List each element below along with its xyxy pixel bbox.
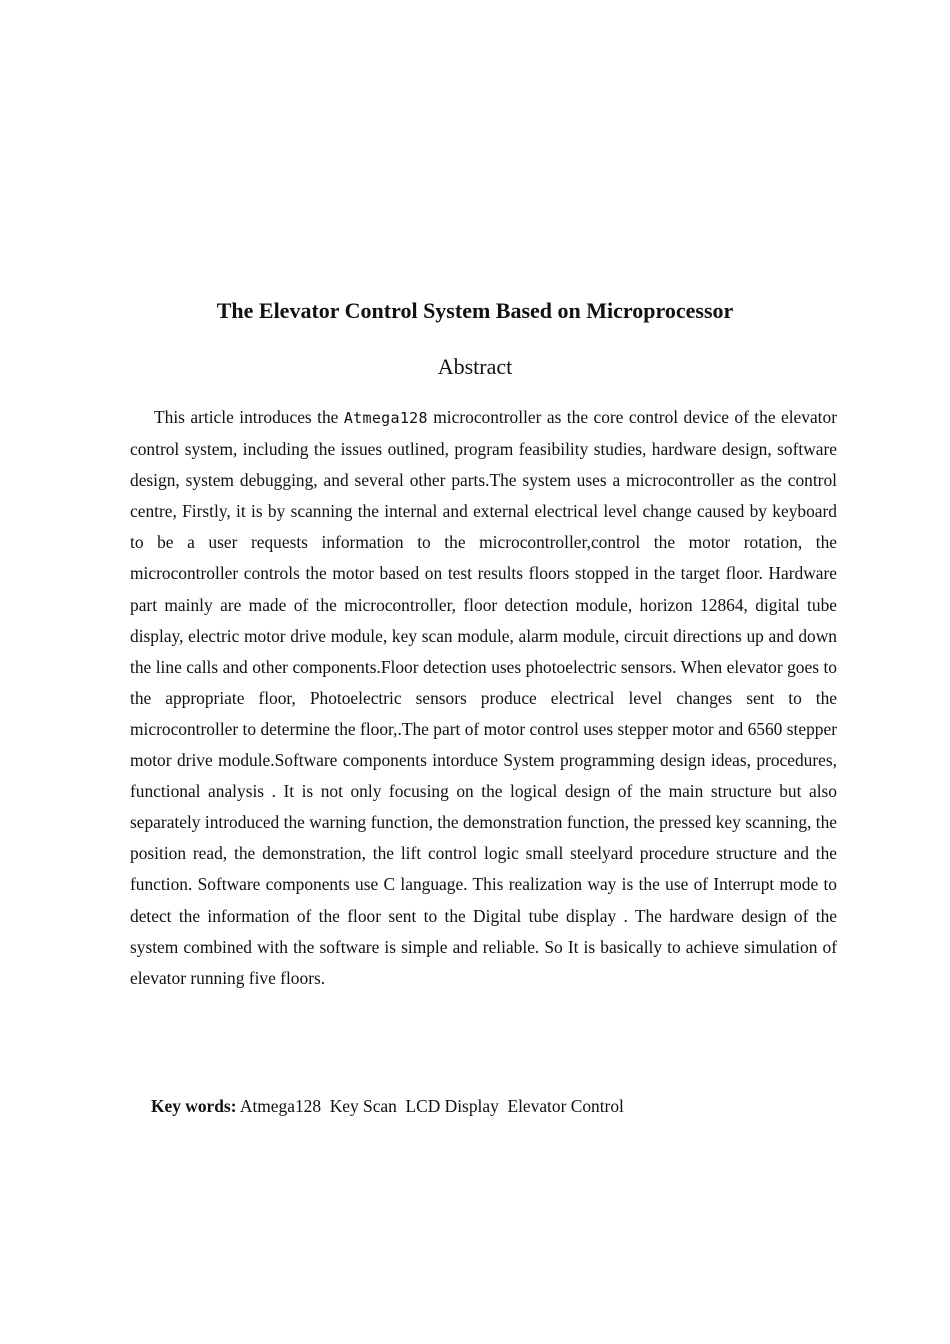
keywords-values: Atmega128 Key Scan LCD Display Elevator Control	[236, 1096, 624, 1116]
chip-name: Atmega128	[343, 409, 428, 427]
abstract-body	[130, 402, 837, 994]
abstract-rest: microcontroller as the core control device of the elevator control system, including the issues outlined, program feasibility studies, hardware design, software design, system debugging, and several other parts.The system uses a microcontroller as the control centre, Firstly, it is by scanning the internal and external electrical level change caused by keyboard to be a user requests information to the microcontroller,control the motor rotation, the microcontroller controls the motor based on test results floors stopped in the target floor. Hardware part mainly are made of the microcontroller, floor detection module, horizon 12864, digital tube display, electric motor drive module, key scan module, alarm module, circuit directions up and down the line calls and other components.Floor detection uses photoelectric sensors. When elevator goes to the appropriate floor, Photoelectric sensors produce electrical level changes sent to the microcontroller to determine the floor,.The part of motor control uses stepper motor and 6560 stepper motor drive module.Software components intorduce System programming design ideas, procedures, functional analysis . It is not only focusing on the logical design of the main structure but also separately introduced the warning function, the demonstration function, the pressed key scanning, the position read, the demonstration, the lift control logic small steelyard procedure structure and the function. Software components use C language. This realization way is the use of Interrupt mode to detect the information of the floor sent to the Digital tube display . The hardware design of the system combined with the software is simple and reliable. So It is basically to achieve simulation of elevator running five floors.	[130, 407, 837, 988]
abstract-heading: Abstract	[437, 354, 513, 379]
keywords-label: Key words:	[151, 1096, 237, 1116]
abstract-intro: This article introduces the	[154, 407, 344, 427]
document-title: The Elevator Control System Based on Microprocessor	[216, 298, 734, 323]
keywords-line	[151, 1092, 851, 1120]
